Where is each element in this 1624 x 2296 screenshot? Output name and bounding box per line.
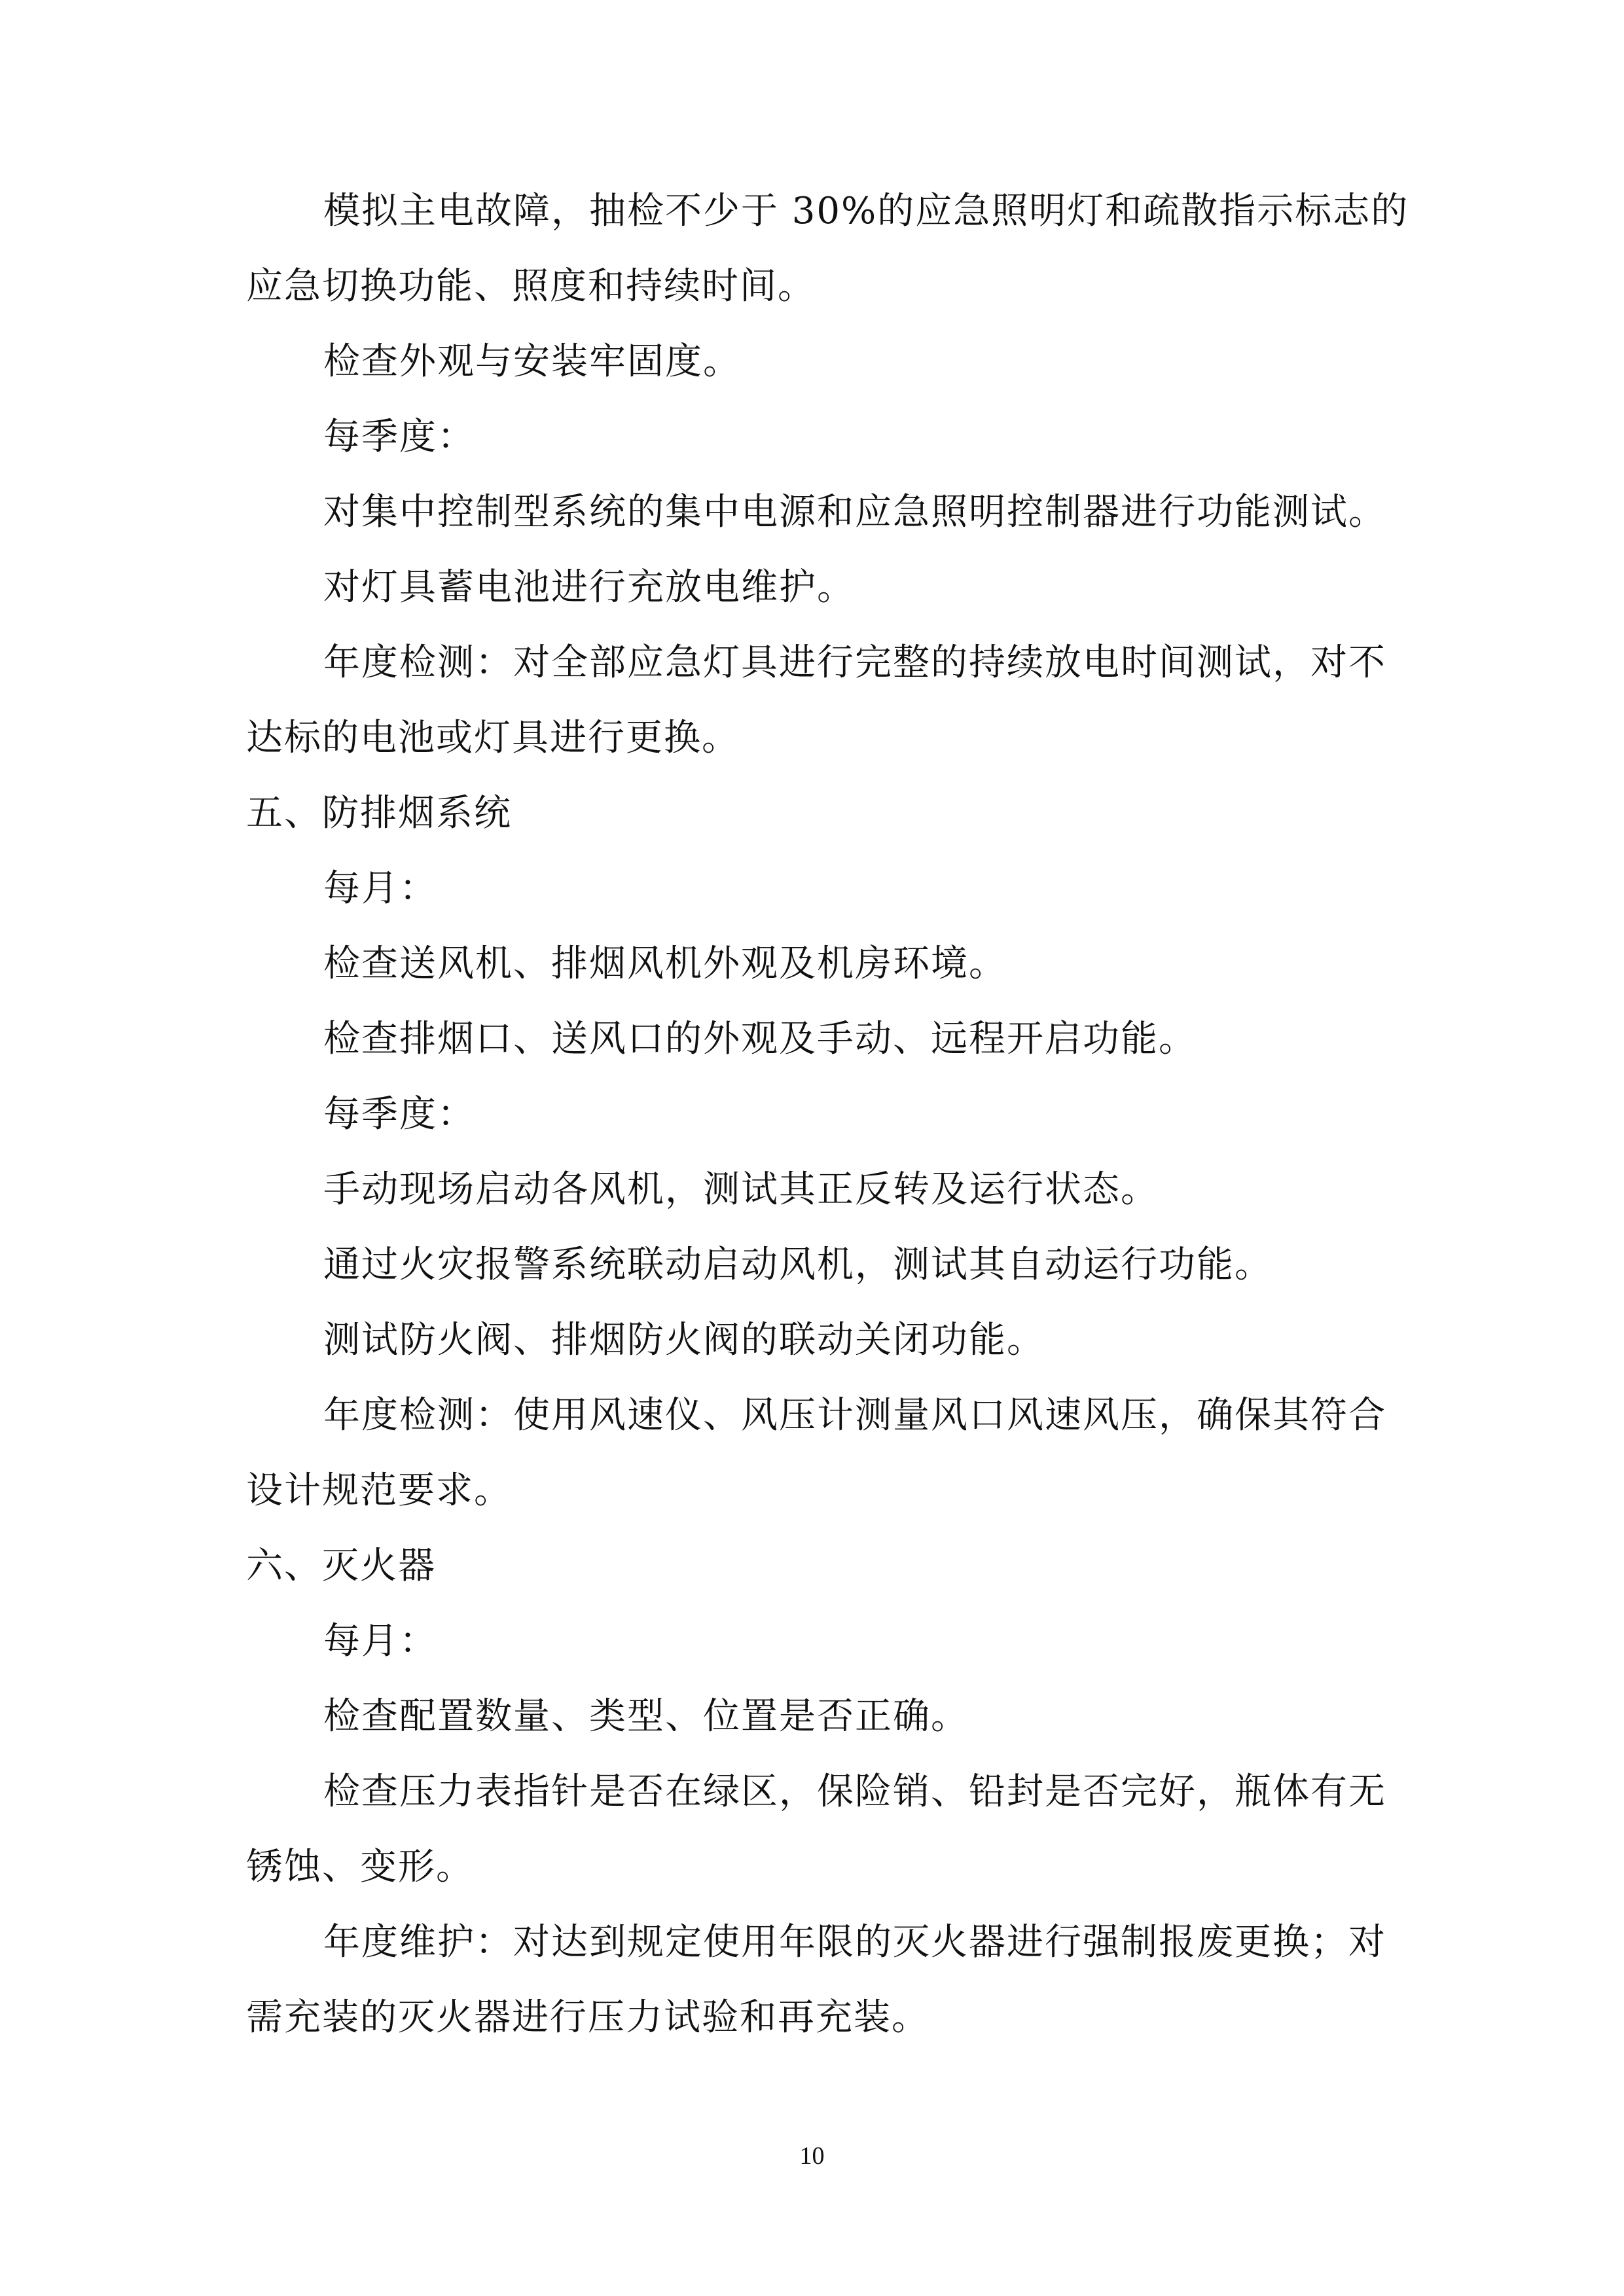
paragraph-line: 检查配置数量、类型、位置是否正确。	[323, 1695, 969, 1738]
paragraph-line: 应急切换功能、照度和持续时间。	[246, 265, 816, 308]
paragraph-line: 检查送风机、排烟风机外观及机房环境。	[323, 942, 1007, 985]
paragraph-line: 通过火灾报警系统联动启动风机，测试其自动运行功能。	[323, 1244, 1272, 1286]
paragraph-line: 年度检测：使用风速仪、风压计测量风口风速风压，确保其符合	[323, 1394, 1386, 1437]
paragraph-line: 需充装的灭火器进行压力试验和再充装。	[246, 1996, 929, 2039]
section-heading: 五、防排烟系统	[246, 792, 512, 834]
paragraph-line: 检查外观与安装牢固度。	[323, 340, 741, 383]
paragraph-line: 检查排烟口、送风口的外观及手动、远程开启功能。	[323, 1018, 1197, 1060]
paragraph-line: 达标的电池或灯具进行更换。	[246, 717, 740, 759]
paragraph-line: 模拟主电故障，抽检不少于 30%的应急照明灯和疏散指示标志的	[323, 190, 1409, 232]
paragraph-line: 测试防火阀、排烟防火阀的联动关闭功能。	[323, 1319, 1045, 1361]
section-heading: 六、灭火器	[246, 1545, 436, 1587]
paragraph-line: 检查压力表指针是否在绿区，保险销、铅封是否完好，瓶体有无	[323, 1770, 1386, 1813]
paragraph-line: 设计规范要求。	[246, 1469, 512, 1512]
subsection-label: 每月：	[323, 1620, 437, 1662]
paragraph-line: 年度维护：对达到规定使用年限的灭火器进行强制报废更换；对	[323, 1921, 1386, 1964]
body-text	[246, 173, 1409, 2055]
paragraph-line: 对灯具蓄电池进行充放电维护。	[323, 566, 855, 609]
paragraph-line: 手动现场启动各风机，测试其正反转及运行状态。	[323, 1168, 1159, 1211]
subsection-label: 每季度：	[323, 416, 475, 458]
subsection-label: 每季度：	[323, 1093, 475, 1136]
paragraph-line: 锈蚀、变形。	[246, 1846, 474, 1888]
page-number: 10	[799, 2142, 825, 2170]
paragraph-line: 年度检测：对全部应急灯具进行完整的持续放电时间测试，对不	[323, 641, 1386, 684]
paragraph-line: 对集中控制型系统的集中电源和应急照明控制器进行功能测试。	[323, 491, 1386, 533]
subsection-label: 每月：	[323, 867, 437, 910]
